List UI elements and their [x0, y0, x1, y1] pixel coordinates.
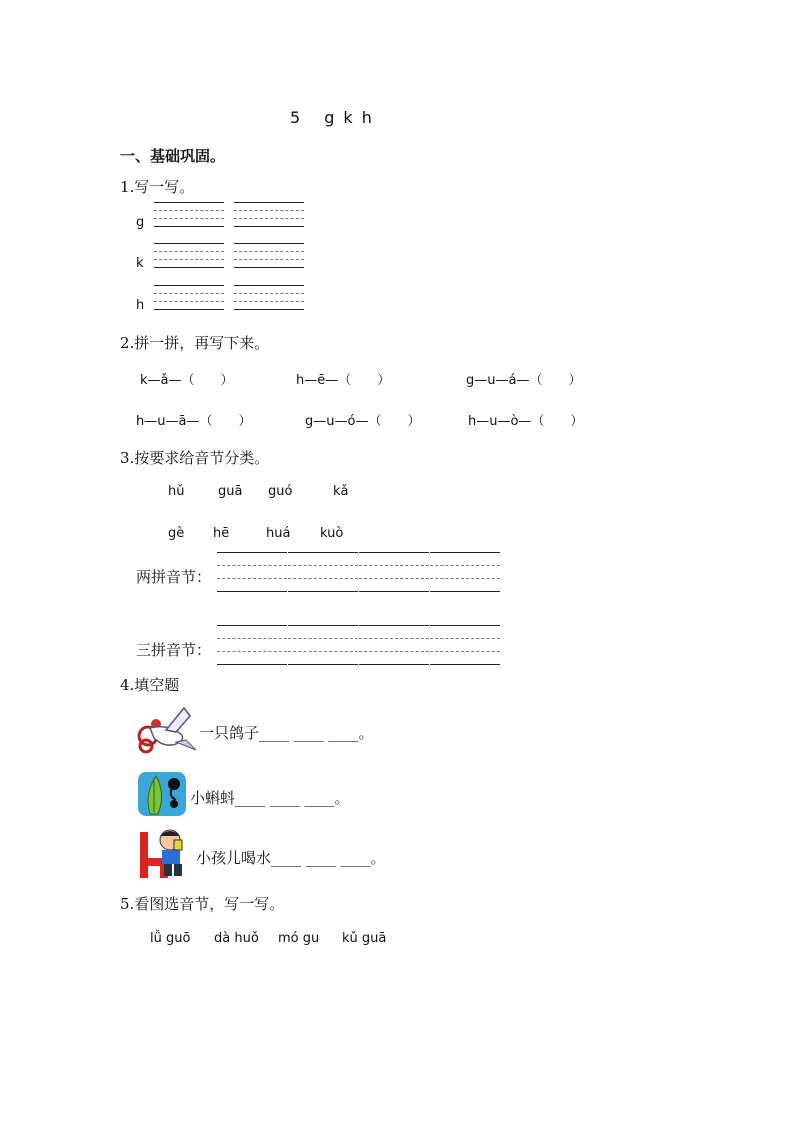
writing-line	[430, 664, 500, 665]
writing-line	[154, 267, 224, 268]
writing-line	[430, 638, 500, 639]
q1-label: 1.写一写。	[120, 178, 195, 196]
q2-item: g—u—ó—（ ）	[305, 414, 421, 429]
syllable: kǎ	[333, 484, 349, 499]
q2-item: k—ǎ—（ ）	[140, 373, 234, 388]
writing-line	[288, 552, 358, 553]
category-three-part: 三拼音节：	[136, 641, 212, 659]
q4-item-tadpole: 小蝌蚪____ ____ ____。	[190, 789, 350, 807]
writing-line	[234, 309, 304, 310]
writing-line	[234, 202, 304, 203]
writing-line	[359, 651, 429, 652]
writing-line	[217, 591, 287, 592]
writing-line	[288, 638, 358, 639]
lesson-letters: g k h	[324, 108, 374, 127]
q2-item: h—u—ò—（ ）	[468, 414, 584, 429]
writing-line	[154, 210, 224, 211]
writing-line	[234, 301, 304, 302]
writing-line	[359, 578, 429, 579]
syllable: hǔ	[168, 484, 185, 499]
lesson-number: 5	[290, 108, 303, 127]
writing-line	[234, 243, 304, 244]
writing-line	[430, 625, 500, 626]
writing-line	[288, 565, 358, 566]
q5-option: kǔ guā	[342, 931, 387, 946]
q2-item: g—u—á—（ ）	[466, 373, 582, 388]
writing-line	[234, 259, 304, 260]
q5-option: mó gu	[278, 931, 320, 946]
page-title	[290, 108, 374, 127]
dove-picture	[136, 702, 200, 758]
q4-label: 4.填空题	[120, 676, 180, 694]
writing-line	[359, 552, 429, 553]
writing-line	[154, 259, 224, 260]
writing-line	[430, 651, 500, 652]
syllable: kuò	[320, 526, 344, 541]
writing-line	[234, 293, 304, 294]
q2-item: h—ē—（ ）	[296, 373, 391, 388]
writing-line	[154, 285, 224, 286]
q3-label: 3.按要求给音节分类。	[120, 449, 270, 467]
writing-line	[234, 218, 304, 219]
writing-line	[154, 301, 224, 302]
syllable: gè	[168, 526, 185, 541]
q4-item-child: 小孩儿喝水____ ____ ____。	[196, 849, 386, 867]
q1-letter-k: k	[136, 256, 144, 271]
writing-line	[217, 625, 287, 626]
writing-line	[288, 625, 358, 626]
writing-line	[217, 638, 287, 639]
writing-line	[288, 591, 358, 592]
writing-line	[359, 664, 429, 665]
syllable: huá	[266, 526, 291, 541]
syllable: hē	[213, 526, 230, 541]
writing-line	[217, 578, 287, 579]
writing-line	[234, 226, 304, 227]
child-drinking-picture	[136, 826, 194, 882]
syllable: guó	[268, 484, 293, 499]
writing-line	[430, 552, 500, 553]
writing-line	[217, 651, 287, 652]
writing-line	[154, 218, 224, 219]
writing-line	[430, 591, 500, 592]
writing-line	[234, 210, 304, 211]
writing-line	[217, 552, 287, 553]
writing-line	[154, 243, 224, 244]
writing-line	[288, 651, 358, 652]
writing-line	[234, 267, 304, 268]
syllable: guā	[218, 484, 243, 499]
writing-line	[359, 591, 429, 592]
writing-line	[288, 664, 358, 665]
q1-letter-g: g	[136, 215, 145, 230]
q5-option: lǚ guō	[150, 931, 191, 946]
q2-label: 2.拼一拼，再写下来。	[120, 334, 270, 352]
writing-line	[359, 638, 429, 639]
tadpole-picture	[136, 766, 188, 822]
writing-line	[430, 578, 500, 579]
writing-line	[217, 565, 287, 566]
category-two-part: 两拼音节：	[136, 568, 212, 586]
writing-line	[234, 251, 304, 252]
writing-line	[154, 251, 224, 252]
writing-line	[430, 565, 500, 566]
q5-label: 5.看图选音节，写一写。	[120, 895, 285, 913]
q4-item-dove: 一只鸽子____ ____ ____。	[199, 724, 374, 742]
q5-option: dà huǒ	[214, 931, 259, 946]
writing-line	[154, 226, 224, 227]
writing-line	[359, 565, 429, 566]
writing-line	[234, 285, 304, 286]
writing-line	[288, 578, 358, 579]
writing-line	[217, 664, 287, 665]
q2-item: h—u—ā—（ ）	[136, 414, 252, 429]
writing-line	[154, 309, 224, 310]
writing-line	[154, 202, 224, 203]
q1-letter-h: h	[136, 298, 145, 313]
section-heading: 一、基础巩固。	[120, 147, 226, 165]
writing-line	[154, 293, 224, 294]
writing-line	[359, 625, 429, 626]
